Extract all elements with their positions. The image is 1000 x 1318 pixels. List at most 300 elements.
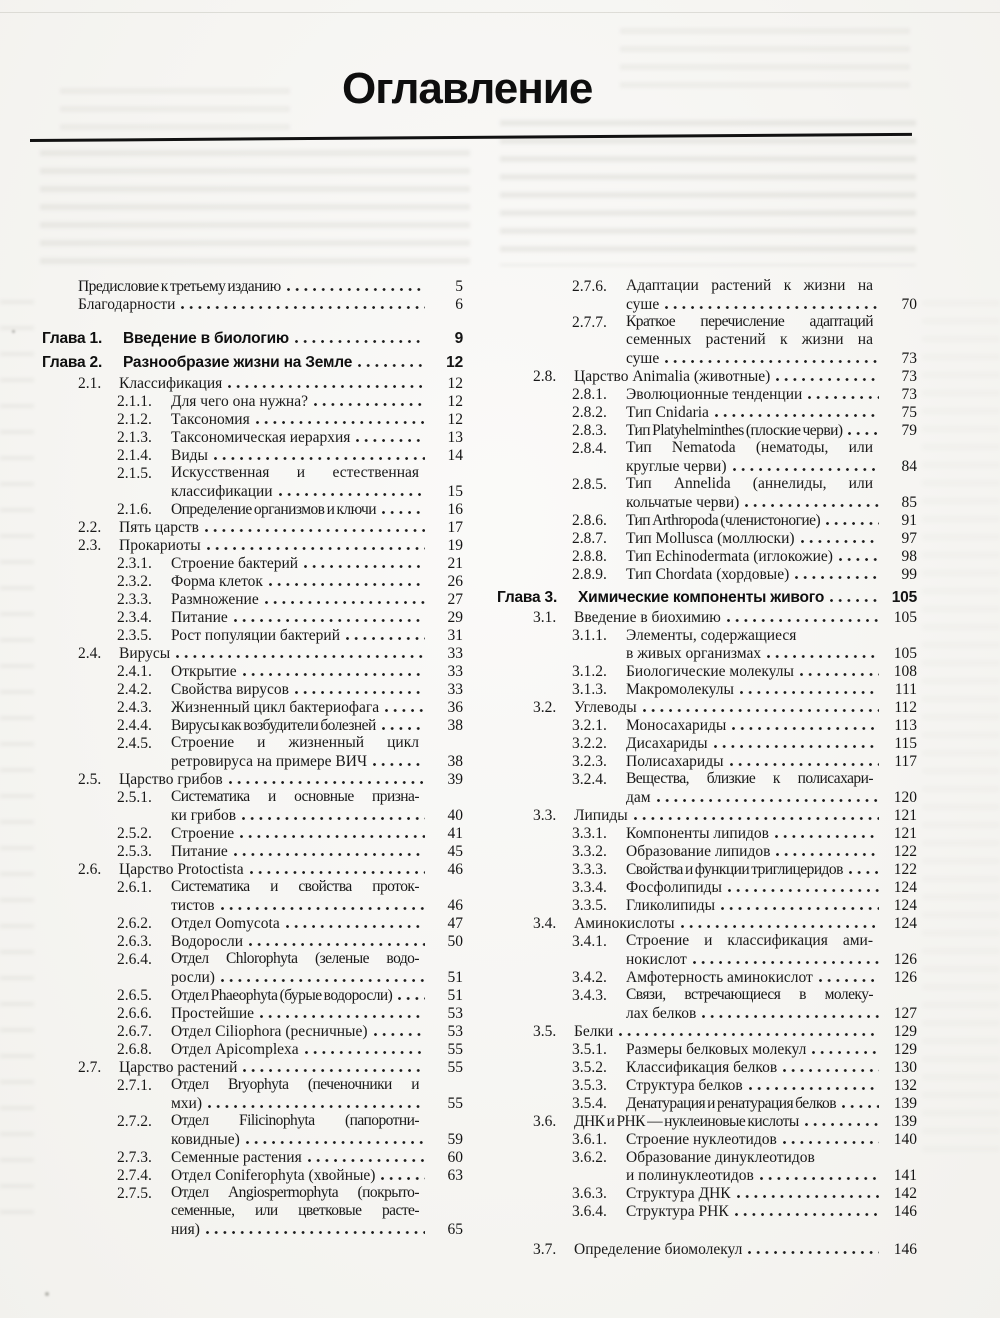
entry-title: ния): [171, 1221, 200, 1238]
entry-page-number: 85: [901, 494, 917, 511]
entry-title: Таксономическая иерархия: [171, 429, 351, 446]
toc-entry: [42, 392, 463, 410]
toc-entry-continuation: [42, 968, 463, 986]
dot-leader: [381, 1168, 425, 1184]
toc-entry: [497, 1202, 917, 1220]
entry-number: 3.2.2.: [572, 735, 607, 752]
entry-number: 2.7.1.: [117, 1077, 152, 1094]
entry-number: 2.6.3.: [117, 933, 152, 950]
toc-entry: [497, 698, 917, 716]
entry-title: Структура ДНК: [626, 1185, 731, 1202]
dot-leader: [243, 1060, 425, 1076]
entry-title: ки грибов: [171, 807, 237, 824]
toc-entry: [42, 428, 463, 446]
entry-title: Фосфолипиды: [626, 879, 722, 896]
entry-number: 2.8.5.: [572, 476, 607, 493]
entry-page-number: 33: [447, 681, 463, 698]
entry-number: 2.8.7.: [572, 530, 607, 547]
entry-number: 2.4.4.: [117, 717, 152, 734]
toc-entry: [497, 878, 917, 896]
toc-entry: [42, 353, 463, 371]
dot-leader: [221, 970, 425, 986]
entry-number: 2.1.: [78, 375, 102, 392]
dot-leader: [205, 520, 425, 536]
entry-page-number: 105: [893, 645, 917, 662]
entry-number: 2.7.7.: [572, 314, 607, 331]
entry-number: 2.8.4.: [572, 440, 607, 457]
dot-leader: [234, 610, 425, 626]
toc-entry: [42, 608, 463, 626]
entry-page-number: 129: [893, 1023, 917, 1040]
toc-entry: [42, 1112, 463, 1130]
toc-entry: [42, 590, 463, 608]
entry-page-number: 130: [893, 1059, 917, 1076]
entry-title: Тип Annelida (аннелиды, или: [626, 475, 873, 492]
toc-entry: [42, 500, 463, 518]
toc-entry: [497, 565, 917, 583]
entry-title: Тип Platyhelminthes (плоские черви): [626, 422, 843, 439]
entry-number: 2.4.2.: [117, 681, 152, 698]
entry-title: Структура белков: [626, 1077, 743, 1094]
entry-title: Отдел Chlorophyta (зеленые водо-: [171, 950, 419, 967]
entry-title: Краткое перечисление адаптаций: [626, 313, 873, 330]
toc-entry: [42, 770, 463, 788]
dot-leader: [830, 590, 879, 606]
entry-title: Полисахариды: [626, 753, 724, 770]
toc-entry: [42, 698, 463, 716]
entry-title: Отдел Phaeophyta (бурые водоросли): [171, 987, 393, 1004]
entry-number: 2.1.6.: [117, 501, 152, 518]
dot-leader: [382, 502, 425, 518]
entry-number: 2.4.1.: [117, 663, 152, 680]
dot-leader: [776, 369, 879, 385]
entry-page-number: 33: [447, 645, 463, 662]
entry-number: 3.1.3.: [572, 681, 607, 698]
toc-entry: [42, 410, 463, 428]
entry-page-number: 55: [447, 1059, 463, 1076]
entry-number: 2.6.8.: [117, 1041, 152, 1058]
entry-number: 2.8.9.: [572, 566, 607, 583]
entry-page-number: 9: [454, 330, 463, 347]
entry-page-number: 108: [893, 663, 917, 680]
toc-entry: [497, 734, 917, 752]
entry-number: 3.5.: [533, 1023, 557, 1040]
toc-entry: [497, 932, 917, 950]
entry-title: тистов: [171, 897, 215, 914]
entry-number: 2.6.5.: [117, 987, 152, 1004]
entry-number: 3.7.: [533, 1241, 557, 1258]
entry-page-number: 141: [893, 1167, 917, 1184]
dot-leader: [657, 790, 879, 806]
entry-number: 3.2.1.: [572, 717, 607, 734]
dot-leader: [304, 556, 425, 572]
dot-leader: [714, 736, 879, 752]
entry-number: 2.5.3.: [117, 843, 152, 860]
entry-title: Свойства вирусов: [171, 681, 289, 698]
dot-leader: [801, 531, 879, 547]
entry-title: Строение: [171, 825, 235, 842]
entry-page-number: 75: [901, 404, 917, 421]
toc-entry: [497, 968, 917, 986]
toc-entry-continuation: [497, 950, 917, 968]
entry-number: 3.5.1.: [572, 1041, 607, 1058]
entry-number: 2.1.1.: [117, 393, 152, 410]
entry-number: 2.7.: [78, 1059, 102, 1076]
dot-leader: [783, 1060, 879, 1076]
entry-title: Форма клеток: [171, 573, 263, 590]
entry-page-number: 105: [891, 589, 917, 606]
entry-title: Размеры белковых молекул: [626, 1041, 807, 1058]
entry-title: Введение в биологию: [123, 330, 289, 347]
entry-page-number: 16: [447, 501, 463, 518]
entry-page-number: 19: [447, 537, 463, 554]
toc-entry: [42, 1022, 463, 1040]
entry-number: 2.6.2.: [117, 915, 152, 932]
toc-entry: [42, 277, 463, 295]
entry-title: лах белков: [626, 1005, 697, 1022]
toc-entry-continuation: [42, 1202, 463, 1220]
entry-title: Предисловие к третьему изданию: [78, 278, 281, 295]
dot-leader: [207, 538, 425, 554]
toc-entry: [497, 475, 917, 493]
dot-leader: [748, 1242, 879, 1258]
bleed-through-artifact: [922, 300, 1000, 1160]
entry-title: Образование липидов: [626, 843, 771, 860]
entry-title: Отдел Apicomplexa: [171, 1041, 299, 1058]
page-title: Оглавление: [342, 64, 593, 113]
toc-entry: [42, 1148, 463, 1166]
dot-leader: [839, 549, 879, 565]
entry-number: 3.3.1.: [572, 825, 607, 842]
entry-title: Отдел Bryophyta (печеночники и: [171, 1076, 419, 1093]
toc-entry: [497, 716, 917, 734]
dot-leader: [732, 718, 879, 734]
entry-number: 2.1.4.: [117, 447, 152, 464]
entry-number: 2.8.2.: [572, 404, 607, 421]
entry-number: 2.3.: [78, 537, 102, 554]
entry-title: Образование динуклеотидов: [626, 1149, 815, 1166]
entry-number: 3.5.3.: [572, 1077, 607, 1094]
dot-leader: [305, 1042, 425, 1058]
entry-number: 2.4.: [78, 645, 102, 662]
toc-entry: [497, 680, 917, 698]
entry-page-number: 12: [447, 411, 463, 428]
entry-title: Введение в биохимию: [574, 609, 721, 626]
entry-title: Простейшие: [171, 1005, 255, 1022]
entry-title: Царство Animalia (животные): [574, 368, 771, 385]
entry-page-number: 51: [447, 969, 463, 986]
entry-title: Царство Protoctista: [119, 861, 244, 878]
entry-title: ретровируса на примере ВИЧ: [171, 753, 368, 770]
entry-title: суше: [626, 350, 660, 367]
entry-number: 3.4.3.: [572, 987, 607, 1004]
toc-entry: [497, 1130, 917, 1148]
entry-number: 2.5.2.: [117, 825, 152, 842]
bleed-through-artifact: [0, 300, 34, 1220]
toc-entry: [42, 734, 463, 752]
entry-title: Систематика и основные призна-: [171, 788, 419, 805]
entry-page-number: 146: [893, 1203, 917, 1220]
entry-page-number: 70: [901, 296, 917, 313]
toc-entry: [497, 421, 917, 439]
dot-leader: [314, 394, 425, 410]
entry-title: классификации: [171, 483, 273, 500]
entry-page-number: 38: [447, 753, 463, 770]
toc-entry-continuation: [497, 644, 917, 662]
entry-page-number: 55: [447, 1041, 463, 1058]
entry-number: 2.8.8.: [572, 548, 607, 565]
dot-leader: [382, 718, 425, 734]
entry-title: Определение организмов и ключи: [171, 501, 377, 518]
dot-leader: [260, 1006, 425, 1022]
dot-leader: [740, 682, 879, 698]
entry-page-number: 142: [893, 1185, 917, 1202]
entry-number: 3.1.: [533, 609, 557, 626]
entry-title: Структура РНК: [626, 1203, 729, 1220]
entry-page-number: 41: [447, 825, 463, 842]
entry-title: Тип Mollusca (моллюски): [626, 530, 795, 547]
toc-entry-continuation: [42, 1094, 463, 1112]
entry-title: Биологические молекулы: [626, 663, 794, 680]
entry-title: Отдел Ciliophora (ресничные): [171, 1023, 368, 1040]
bleed-through-artifact: [500, 120, 916, 266]
entry-title: Систематика и свойства проток-: [171, 878, 419, 895]
dot-leader: [269, 574, 425, 590]
dot-leader: [643, 700, 879, 716]
toc-entry: [42, 464, 463, 482]
entry-title: Липиды: [574, 807, 628, 824]
toc-entry: [497, 770, 917, 788]
toc-entry: [42, 295, 463, 313]
entry-title: Строение и классификация ами-: [626, 932, 873, 949]
entry-title: Жизненный цикл бактериофага: [171, 699, 380, 716]
entry-title: и полинуклеотидов: [626, 1167, 754, 1184]
entry-page-number: 129: [893, 1041, 917, 1058]
dot-leader: [737, 1186, 879, 1202]
entry-number: 2.2.: [78, 519, 102, 536]
entry-number: 3.5.4.: [572, 1095, 607, 1112]
dot-leader: [249, 934, 425, 950]
entry-number: 2.3.4.: [117, 609, 152, 626]
entry-number: 3.4.2.: [572, 969, 607, 986]
dot-leader: [728, 880, 879, 896]
entry-page-number: 121: [893, 807, 917, 824]
dot-leader: [681, 916, 879, 932]
dot-leader: [721, 898, 879, 914]
toc-entry-continuation: [42, 1220, 463, 1238]
toc-entry-continuation: [497, 1166, 917, 1184]
entry-number: 2.8.3.: [572, 422, 607, 439]
toc-entry: [497, 1112, 917, 1130]
toc-entry-continuation: [497, 788, 917, 806]
dot-leader: [767, 646, 879, 662]
toc-entry: [42, 1058, 463, 1076]
toc-entry-continuation: [42, 1130, 463, 1148]
entry-title: Макромолекулы: [626, 681, 734, 698]
entry-page-number: 122: [893, 843, 917, 860]
entry-title: Классификация: [119, 375, 223, 392]
dot-leader: [727, 610, 879, 626]
toc-entry: [497, 1058, 917, 1076]
entry-page-number: 63: [447, 1167, 463, 1184]
entry-number: 2.7.6.: [572, 278, 607, 295]
entry-number: 3.6.4.: [572, 1203, 607, 1220]
entry-title: Для чего она нужна?: [171, 393, 308, 410]
toc-column-right: [497, 277, 917, 1258]
entry-page-number: 121: [893, 825, 917, 842]
entry-number: 2.7.3.: [117, 1149, 152, 1166]
entry-page-number: 27: [447, 591, 463, 608]
dot-leader: [374, 1024, 425, 1040]
entry-number: 2.4.3.: [117, 699, 152, 716]
toc-entry: [497, 662, 917, 680]
entry-title: Царство грибов: [119, 771, 223, 788]
toc-entry: [497, 277, 917, 295]
entry-number: 3.3.5.: [572, 897, 607, 914]
entry-number: 3.2.4.: [572, 771, 607, 788]
entry-title: Амфотерность аминокислот: [626, 969, 813, 986]
dot-leader: [800, 664, 879, 680]
dot-leader: [745, 495, 879, 511]
dot-leader: [693, 952, 879, 968]
toc-entry-continuation: [497, 1004, 917, 1022]
entry-page-number: 45: [447, 843, 463, 860]
dot-leader: [805, 1114, 879, 1130]
toc-entry: [497, 1040, 917, 1058]
entry-title: Тип Echinodermata (иглокожие): [626, 548, 833, 565]
entry-number: 2.3.2.: [117, 573, 152, 590]
toc-entry: [42, 1004, 463, 1022]
dot-leader: [373, 754, 425, 770]
entry-title: Таксономия: [171, 411, 250, 428]
entry-page-number: 124: [893, 915, 917, 932]
toc-entry: [497, 1076, 917, 1094]
dot-leader: [242, 808, 425, 824]
entry-number: 2.8.1.: [572, 386, 607, 403]
entry-page-number: 111: [894, 681, 917, 698]
entry-title: Отдел Filicinophyta (папоротни-: [171, 1112, 419, 1129]
entry-title: Углеводы: [574, 699, 637, 716]
toc-entry: [497, 588, 917, 606]
bleed-through-artifact: [620, 28, 910, 90]
entry-page-number: 146: [893, 1241, 917, 1258]
entry-title: Отдел Oomycota: [171, 915, 280, 932]
toc-entry: [497, 511, 917, 529]
dot-leader: [286, 916, 425, 932]
toc-entry: [497, 896, 917, 914]
entry-page-number: 99: [901, 566, 917, 583]
entry-title: семенных растений к жизни на: [626, 331, 873, 348]
entry-title: Адаптации растений к жизни на: [626, 277, 873, 294]
entry-title: Тип Nematoda (нематоды, или: [626, 439, 873, 456]
entry-title: Вирусы: [119, 645, 171, 662]
dot-leader: [842, 1096, 879, 1112]
toc-entry: [497, 752, 917, 770]
entry-page-number: 53: [447, 1023, 463, 1040]
toc-entry: [497, 313, 917, 331]
dot-leader: [848, 423, 879, 439]
entry-number: 2.8.: [533, 368, 557, 385]
entry-number: 3.1.1.: [572, 627, 607, 644]
scan-speck: [12, 330, 15, 333]
entry-title: ковидные): [171, 1131, 240, 1148]
dot-leader: [221, 898, 425, 914]
dot-leader: [295, 682, 425, 698]
entry-page-number: 17: [447, 519, 463, 536]
entry-page-number: 79: [901, 422, 917, 439]
entry-page-number: 98: [901, 548, 917, 565]
toc-entry-continuation: [42, 806, 463, 824]
dot-leader: [398, 988, 425, 1004]
entry-title: Компоненты липидов: [626, 825, 769, 842]
entry-page-number: 14: [447, 447, 463, 464]
entry-page-number: 6: [455, 296, 463, 313]
toc-entry: [42, 986, 463, 1004]
entry-page-number: 117: [894, 753, 917, 770]
entry-title: Вирусы как возбудители болезней: [171, 717, 376, 734]
entry-title: Связи, встречающиеся в молеку-: [626, 986, 873, 1003]
entry-page-number: 73: [901, 386, 917, 403]
entry-page-number: 47: [447, 915, 463, 932]
entry-page-number: 51: [447, 987, 463, 1004]
dot-leader: [795, 567, 879, 583]
entry-page-number: 12: [446, 354, 463, 371]
entry-number: 3.2.3.: [572, 753, 607, 770]
toc-entry: [497, 626, 917, 644]
dot-leader: [733, 459, 879, 475]
entry-title: Пять царств: [119, 519, 199, 536]
toc-entry: [42, 860, 463, 878]
bleed-through-artifact: [60, 88, 290, 132]
dot-leader: [808, 387, 879, 403]
entry-page-number: 115: [894, 735, 917, 752]
toc-entry: [497, 986, 917, 1004]
dot-leader: [206, 1222, 425, 1238]
dot-leader: [243, 664, 425, 680]
entry-number: 3.6.3.: [572, 1185, 607, 1202]
entry-number: 2.1.5.: [117, 465, 152, 482]
entry-page-number: 65: [447, 1221, 463, 1238]
entry-page-number: 91: [901, 512, 917, 529]
dot-leader: [346, 628, 425, 644]
entry-number: 3.1.2.: [572, 663, 607, 680]
toc-entry: [42, 788, 463, 806]
toc-entry: [42, 446, 463, 464]
entry-page-number: 26: [447, 573, 463, 590]
dot-leader: [240, 826, 425, 842]
entry-page-number: 126: [893, 951, 917, 968]
entry-page-number: 113: [894, 717, 917, 734]
entry-number: 2.5.: [78, 771, 102, 788]
entry-number: Глава 1.: [42, 330, 103, 347]
entry-title: Благодарности: [78, 296, 176, 313]
entry-title: Царство растений: [119, 1059, 238, 1076]
toc-entry: [497, 547, 917, 565]
dot-leader: [229, 772, 425, 788]
entry-number: 3.4.: [533, 915, 557, 932]
entry-number: Глава 2.: [42, 354, 103, 371]
toc-entry: [42, 842, 463, 860]
toc-entry-continuation: [497, 331, 917, 349]
toc-entry: [497, 1184, 917, 1202]
entry-number: 3.3.3.: [572, 861, 607, 878]
entry-page-number: 12: [447, 375, 463, 392]
entry-page-number: 13: [447, 429, 463, 446]
dot-leader: [176, 646, 425, 662]
entry-page-number: 139: [893, 1113, 917, 1130]
entry-page-number: 15: [447, 483, 463, 500]
entry-page-number: 139: [893, 1095, 917, 1112]
